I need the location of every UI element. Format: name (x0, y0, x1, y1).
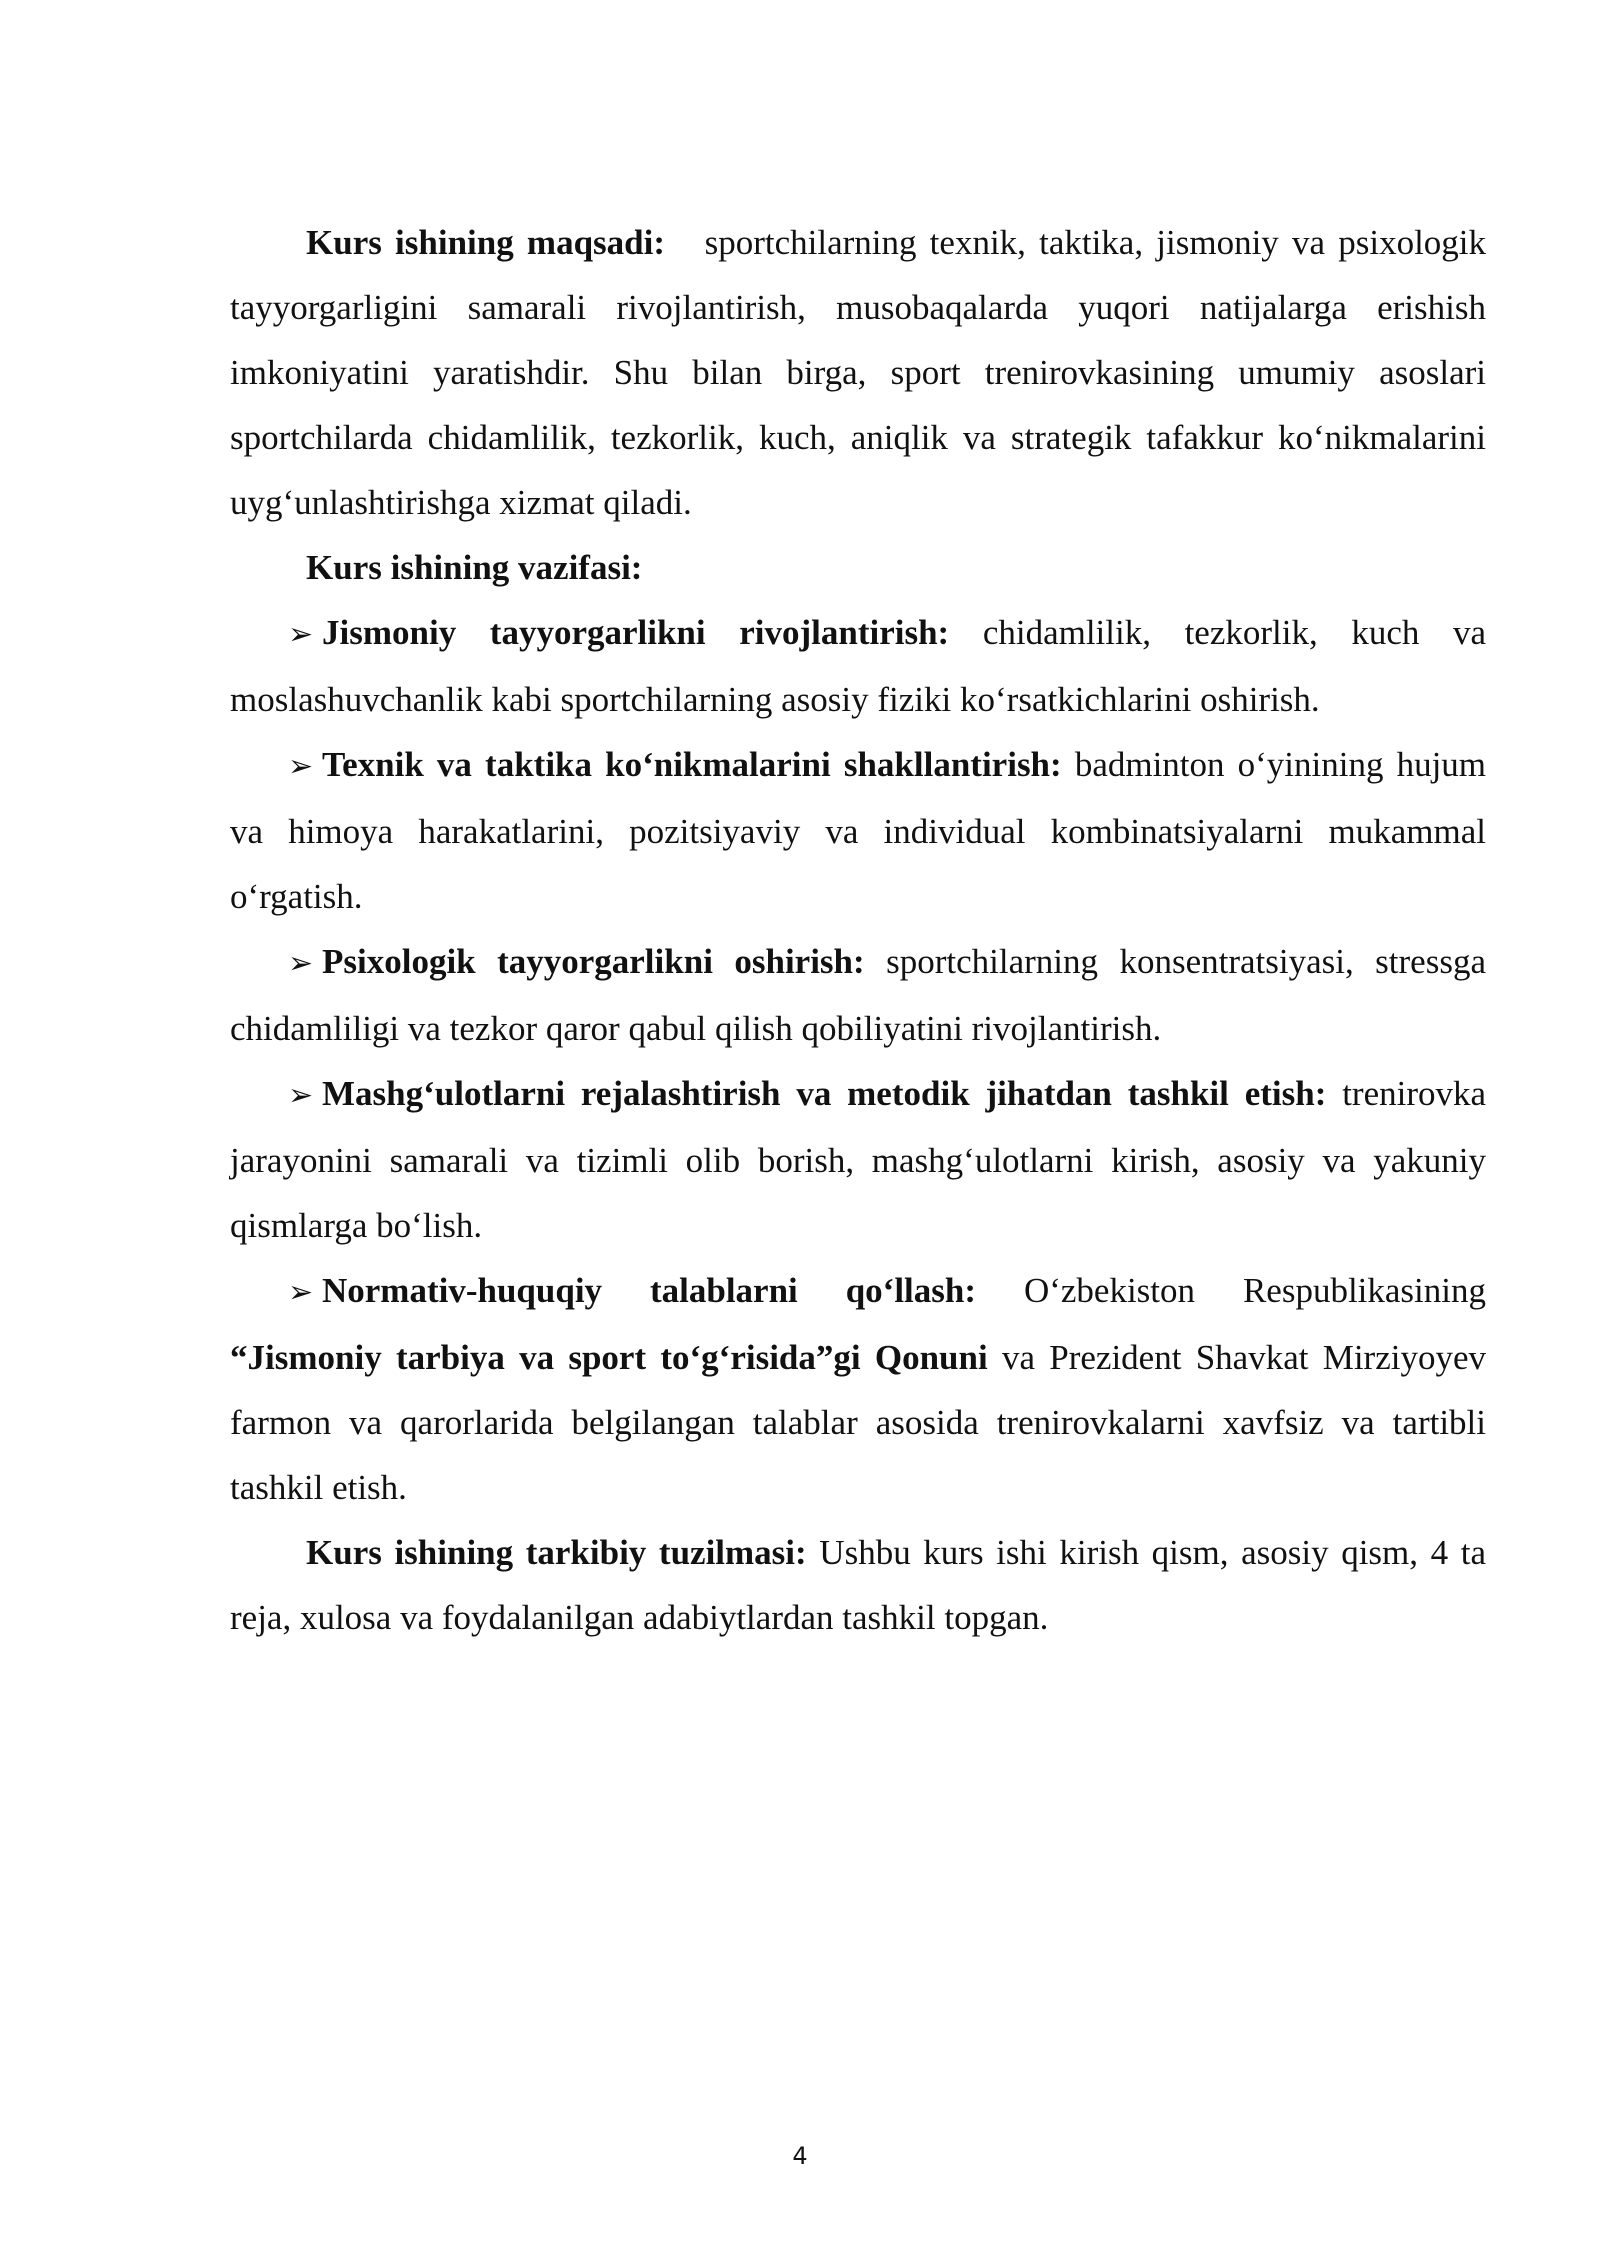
task-label: Mashg‘ulotlarni rejalashtirish va metodik jihatdan tashkil etish: (322, 1074, 1327, 1113)
task-label: Texnik va taktika ko‘nikmalarini shakllantirish: (322, 745, 1062, 784)
task-text: O‘zbekiston Respublikasining (1023, 1271, 1487, 1310)
task-item (230, 600, 1486, 732)
goal-label: Kurs ishining maqsadi: (306, 223, 666, 262)
arrow-bullet-icon: ➢ (288, 1078, 314, 1113)
arrow-bullet-icon: ➢ (288, 617, 314, 652)
arrow-bullet-icon: ➢ (288, 1275, 314, 1310)
task-text-continued: va Prezident Shavkat Mirziyoyev farmon va qarorlarida belgilangan talablar asosida trenirovkalarni xavfsiz va tartibli tashkil etish. (230, 1338, 1487, 1507)
task-text: chidamlilik, tezkorlik, kuch va moslashuvchanlik kabi sportchilarning asosiy fiziki ko‘rsatkichlarini oshirish. (230, 613, 1486, 719)
task-label: Jismoniy tayyorgarlikni rivojlantirish: (322, 613, 950, 652)
arrow-bullet-icon: ➢ (288, 946, 314, 981)
task-label: Normativ-huquqiy talablarni qo‘llash: (322, 1271, 977, 1310)
task-text: trenirovka jarayonini samarali va tizimli olib borish, mashg‘ulotlarni kirish, asosiy va yakuniy qismlarga bo‘lish. (230, 1074, 1487, 1245)
structure-paragraph (230, 1520, 1486, 1650)
document-page (230, 210, 1486, 1650)
structure-label: Kurs ishining tarkibiy tuzilmasi: (306, 1533, 807, 1572)
task-text: badminton o‘yinining hujum va himoya harakatlarini, pozitsiyaviy va individual kombinatsiyalarni mukammal o‘rgatish. (230, 745, 1487, 916)
task-label: Psixologik tayyorgarlikni oshirish: (322, 942, 865, 981)
task-item (230, 1258, 1486, 1520)
task-item (230, 732, 1486, 929)
task-item (230, 929, 1486, 1061)
goal-paragraph (230, 210, 1486, 535)
arrow-bullet-icon: ➢ (288, 749, 314, 784)
structure-text: Ushbu kurs ishi kirish qism, asosiy qism, 4 ta reja, xulosa va foydalanilgan adabiytlardan tashkil topgan. (230, 1533, 1486, 1637)
task-item (230, 1061, 1486, 1258)
tasks-heading: Kurs ishining vazifasi: (306, 548, 643, 587)
law-title: “Jismoniy tarbiya va sport to‘g‘risida”gi Qonuni (230, 1338, 988, 1377)
goal-text: sportchilarning texnik, taktika, jismoniy va psixologik tayyorgarligini samarali rivojlantirish, musobaqalarda yuqori natijalarga erishish imkoniyatini yaratishdir. Shu bilan birga, sport trenirovkasining umumiy asoslari sportchilarda chidamlilik, tezkorlik, kuch, aniqlik va strategik tafakkur ko‘nikmalarini uyg‘unlashtirishga xizmat qiladi. (230, 223, 1487, 522)
tasks-heading-paragraph (230, 535, 1486, 600)
task-text: sportchilarning konsentratsiyasi, stressga chidamliligi va tezkor qaror qabul qilish qobiliyatini rivojlantirish. (230, 942, 1486, 1048)
page-number: 4 (792, 2142, 808, 2170)
